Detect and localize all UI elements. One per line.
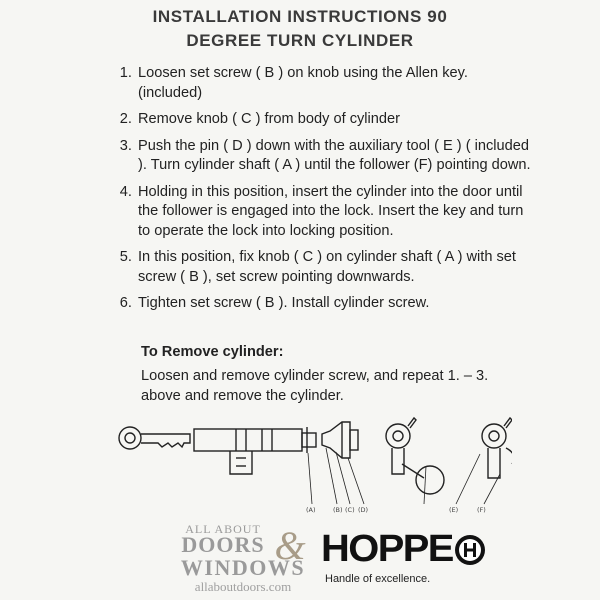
label-a: (A) bbox=[306, 506, 316, 514]
follower-detail bbox=[386, 418, 444, 494]
watermark-line-2: DOORS bbox=[181, 532, 265, 557]
title-line-1: INSTALLATION INSTRUCTIONS 90 bbox=[152, 7, 448, 26]
watermark-ampersand: & bbox=[274, 523, 306, 568]
cylinder-body bbox=[194, 427, 316, 474]
watermark-line-1: ALL ABOUT bbox=[185, 522, 261, 536]
step-3: 3. Push the pin ( D ) down with the auxiliary tool ( E ) ( included ). Turn cylinder shaft ( A ) until the follower (F) pointing down. bbox=[136, 137, 536, 176]
label-d: (D) bbox=[358, 506, 369, 514]
label-e: (E) bbox=[449, 506, 459, 514]
remove-heading: To Remove cylinder: bbox=[141, 344, 284, 360]
step-2: 2. Remove knob ( C ) from body of cylinder bbox=[136, 110, 536, 130]
brand-mark-icon bbox=[453, 533, 487, 567]
label-b: (B) bbox=[333, 506, 343, 514]
steps-list bbox=[110, 64, 536, 321]
step-5: 5. In this position, fix knob ( C ) on cylinder shaft ( A ) with set screw ( B ), set screw pointing downwards. bbox=[136, 248, 536, 287]
watermark-line-3: WINDOWS bbox=[180, 555, 306, 580]
key-icon bbox=[119, 427, 190, 449]
step-1: 1. Loosen set screw ( B ) on knob using the Allen key. (included) bbox=[136, 64, 536, 103]
cylinder-diagram bbox=[112, 414, 512, 519]
watermark-url: allaboutdoors.com bbox=[194, 579, 292, 594]
label-f: (F) bbox=[477, 506, 486, 514]
follower-final bbox=[482, 418, 512, 478]
remove-text: Loosen and remove cylinder screw, and repeat 1. – 3. above and remove the cylinder. bbox=[141, 368, 489, 404]
brand-tagline: Handle of excellence. bbox=[325, 573, 431, 585]
brand-logo-text: HOPPE bbox=[321, 528, 453, 570]
knob bbox=[322, 422, 358, 458]
step-4: 4. Holding in this position, insert the cylinder into the door until the follower is engaged into the lock. Insert the key and turn to operate the lock into locking position. bbox=[136, 183, 536, 242]
step-6: 6. Tighten set screw ( B ). Install cylinder screw. bbox=[136, 294, 536, 314]
title-line-2: DEGREE TURN CYLINDER bbox=[186, 31, 414, 50]
label-c: (C) bbox=[345, 506, 355, 514]
